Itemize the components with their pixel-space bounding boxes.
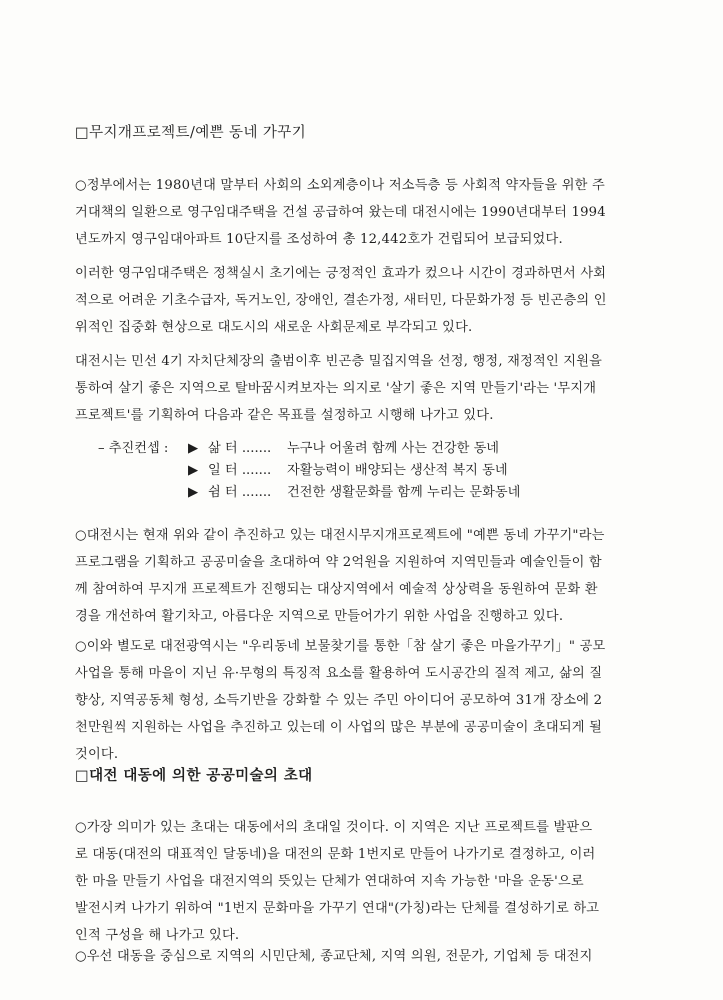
paragraph-line: 발전시켜 나가기 위하여 "1번지 문화마을 가꾸기 연대"(가칭)라는 단체를 결성하기로 하고 — [75, 901, 600, 916]
paragraph-line: 한 마을 만들기 사업을 대전지역의 뜻있는 단체가 연대하여 지속 가능한 '마을 운동'으로 — [75, 874, 584, 889]
section1-paragraph-3 — [75, 348, 658, 429]
paragraph-line: 통하여 살기 좋은 지역으로 탈바꿈시켜보자는 의지로 '살기 좋은 지역 만들기'라는 '무지개 — [75, 381, 597, 396]
concept-desc: 건전한 생활문화를 함께 누리는 문화동네 — [287, 485, 521, 500]
paragraph-line: 이러한 영구임대주택은 정책실시 초기에는 긍정적인 효과가 컸으나 시간이 경과하면서 사회 — [75, 266, 607, 281]
concept-desc: 누구나 어울려 함께 사는 건강한 동네 — [287, 441, 500, 456]
paragraph-line: ○가장 의미가 있는 초대는 대동에서의 초대일 것이다. 이 지역은 지난 프로젝트를 발판으 — [75, 820, 593, 835]
section1-paragraph-2 — [75, 260, 658, 341]
paragraph-line: ○이와 별도로 대전광역시는 "우리동네 보물찾기를 통한「참 살기 좋은 마을가꾸기」" 공모 — [75, 639, 606, 654]
paragraph-line: 천만원씩 지원하는 사업을 추진하고 있는데 이 사업의 많은 부분에 공공미술이 초대되게 될 — [75, 720, 603, 735]
paragraph-line: ○우선 대동을 중심으로 지역의 시민단체, 종교단체, 지역 의원, 전문가, 기업체 등 대전지 — [75, 949, 593, 964]
section1-heading: □무지개프로젝트/예쁜 동네 가꾸기 — [75, 125, 307, 141]
concept-prefix: – 추진컨셉 : — [98, 441, 169, 456]
paragraph-line: ○대전시는 현재 위와 같이 추진하고 있는 대전시무지개프로젝트에 "예쁜 동네 가꾸기"라는 — [75, 528, 605, 543]
paragraph-line: 향상, 지역공동체 형성, 소득기반을 강화할 수 있는 주민 아이디어 공모하여 31개 장소에 2 — [75, 693, 603, 708]
paragraph-line: 사업을 통해 마을이 지닌 유·무형의 특징적 요소를 활용하여 도시공간의 질적 제고, 삶의 질 — [75, 666, 603, 681]
concept-key: 쉼 터 ....... — [208, 485, 272, 500]
paragraph-line: 적으로 어려운 기초수급자, 독거노인, 장애인, 결손가정, 새터민, 다문화가정 등 빈곤층의 인 — [75, 293, 607, 308]
paragraph-line: 로 대동(대전의 대표적인 달동네)을 대전의 문화 1번지로 만들어 나가기로 결정하고, 이러 — [75, 847, 596, 862]
section2-paragraph-2 — [75, 943, 658, 970]
paragraph-line: 인적 구성을 해 나가고 있다. — [75, 928, 240, 943]
paragraph-line: 프로그램을 기획하고 공공미술을 초대하여 약 2억원을 지원하여 지역민들과 예술인들이 함 — [75, 555, 602, 570]
paragraph-line: 위적인 집중화 현상으로 대도시의 새로운 사회문제로 부각되고 있다. — [75, 320, 473, 335]
section2-paragraph-1 — [75, 814, 658, 949]
paragraph-line: 대전시는 민선 4기 자치단체장의 출범이후 빈곤층 밀집지역을 선정, 행정, 재정적인 지원을 — [75, 354, 603, 369]
paragraph-line: 께 참여하여 무지개 프로젝트가 진행되는 대상지역에서 예술적 상상력을 동원하여 문화 환 — [75, 582, 598, 597]
concept-desc: 자활능력이 배양되는 생산적 복지 동네 — [287, 463, 508, 478]
section1-paragraph-1 — [75, 172, 658, 253]
paragraph-line: 경을 개선하여 활기차고, 아름다운 지역으로 만들어가기 위한 사업을 진행하고 있다. — [75, 609, 564, 624]
concept-key: 일 터 ....... — [208, 463, 272, 478]
paragraph-line: 년도까지 영구임대아파트 10단지를 조성하여 총 12,442호가 건립되어 보급되었다. — [75, 232, 563, 247]
arrow-icon: ▶ — [188, 463, 199, 478]
arrow-icon: ▶ — [188, 441, 199, 456]
arrow-icon: ▶ — [188, 485, 199, 500]
section1-paragraph-5 — [75, 633, 658, 768]
concept-key: 삶 터 ....... — [208, 441, 272, 456]
paragraph-line: ○정부에서는 1980년대 말부터 사회의 소외계층이나 저소득층 등 사회적 약자들을 위한 주 — [75, 178, 605, 193]
paragraph-line: 것이다. — [75, 747, 119, 762]
section2-heading: □대전 대동에 의한 공공미술의 초대 — [75, 767, 313, 784]
paragraph-line: 프로젝트'를 기획하여 다음과 같은 목표를 설정하고 시행해 나가고 있다. — [75, 408, 494, 423]
section1-paragraph-4 — [75, 522, 658, 630]
paragraph-line: 거대책의 일환으로 영구임대주택을 건설 공급하여 왔는데 대전시에는 1990년대부터 1994 — [75, 205, 606, 220]
